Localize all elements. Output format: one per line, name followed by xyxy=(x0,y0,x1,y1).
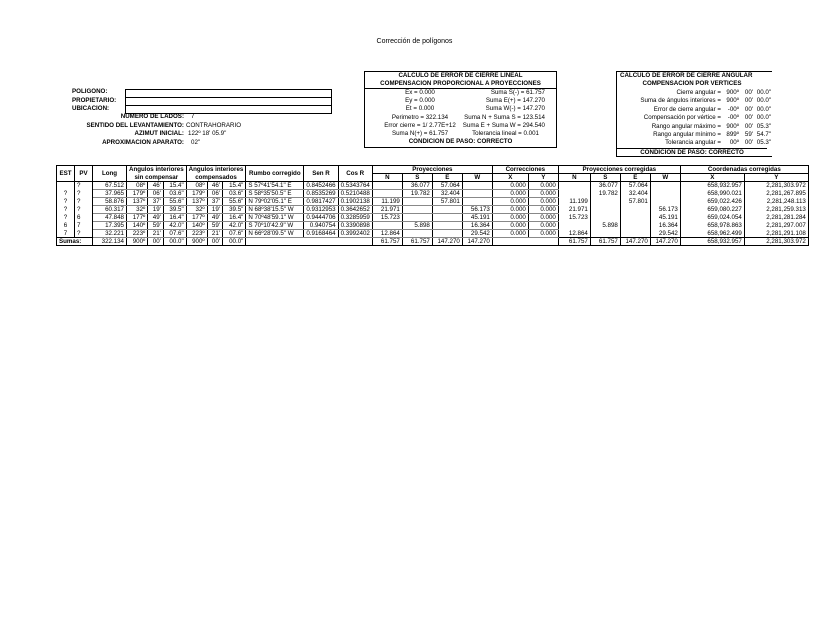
ubicacion-label: UBICACION: xyxy=(72,105,110,112)
cell-ang-min: 37' xyxy=(148,198,164,206)
cell-proy-w: 16.364 xyxy=(462,222,492,230)
cell-cos-r: 0.3285959 xyxy=(338,214,372,222)
cell-angc-sec: 03.6" xyxy=(222,190,245,198)
sum-y: 2,281,303.972 xyxy=(744,238,808,246)
angular-row-sec: 54.7" xyxy=(756,131,771,138)
cell-coord-x: 658,962.499 xyxy=(680,230,744,238)
angular-row-label: Suma de ángulos interiores = xyxy=(640,97,721,105)
cell-corr-x: 0.000 xyxy=(492,190,528,198)
angular-row-deg: 900º xyxy=(726,89,739,96)
cell-proyc-e xyxy=(620,230,650,238)
col-rumbo: Rumbo corregido xyxy=(246,166,304,182)
cell-sen-r: 0.8535269 xyxy=(304,190,338,198)
sum-empty xyxy=(492,238,558,246)
cell-proy-w xyxy=(462,190,492,198)
cell-angc-deg: 179º xyxy=(186,190,207,198)
aparato-label: APROXIMACION APARATO: xyxy=(102,139,184,146)
angular-row-min: 00' xyxy=(744,105,753,113)
cell-angc-sec: 55.6" xyxy=(222,198,245,206)
poligono-label: POLIGONO: xyxy=(72,88,108,95)
col-s: S xyxy=(402,174,432,182)
cell-proyc-n xyxy=(558,182,590,190)
sum-cs: 61.757 xyxy=(590,238,620,246)
cell-coord-y: 2,281,281.284 xyxy=(744,214,808,222)
page-title: Corrección de polígonos xyxy=(376,38,453,45)
col-cw: W xyxy=(650,174,680,182)
angular-row-sec: 00.0" xyxy=(756,89,771,96)
lados-label: NUMERO DE LADOS: xyxy=(120,113,184,120)
cell-ang-min: 49' xyxy=(148,214,164,222)
cell-est: ? xyxy=(57,214,75,222)
angular-row-label: Cierre angular = xyxy=(676,89,721,96)
sum-ang-min: 00' xyxy=(148,238,164,246)
cell-coord-x: 658,932.957 xyxy=(680,182,744,190)
col-ang-sin-sub: sin compensar xyxy=(127,174,187,182)
col-y-corr: Y xyxy=(528,174,558,182)
cell-angc-min: 59' xyxy=(207,222,222,230)
sum-w: 147.270 xyxy=(462,238,492,246)
linear-error-cierre: Error cierre = 1/ 2.77E+12 xyxy=(384,122,456,129)
cell-proy-s xyxy=(402,230,432,238)
cell-sen-r: 0.940754 xyxy=(304,222,338,230)
cell-proyc-s: 36.077 xyxy=(590,182,620,190)
cell-proyc-s: 19.782 xyxy=(590,190,620,198)
cell-ang-min: 19' xyxy=(148,206,164,214)
cell-sen-r: 0.9312953 xyxy=(304,206,338,214)
cell-proy-e xyxy=(432,222,462,230)
angular-row-sec: 05.3" xyxy=(756,122,771,130)
col-proy-corregidas: Proyecciones corregidas xyxy=(558,166,680,174)
col-cn: N xyxy=(558,174,590,182)
cell-pv: ? xyxy=(75,230,93,238)
cell-proy-e: 32.404 xyxy=(432,190,462,198)
cell-corr-x: 0.000 xyxy=(492,222,528,230)
linear-condition: CONDICION DE PASO: CORRECTO xyxy=(408,138,513,145)
cell-rumbo: N 79º02'05.1" E xyxy=(246,198,304,206)
cell-ang-deg: 223º xyxy=(127,230,148,238)
cell-proyc-w xyxy=(650,198,680,206)
col-ang-comp: Angulos interiores xyxy=(186,166,246,174)
col-coordenadas: Coordenadas corregidas xyxy=(680,166,808,174)
cell-ang-min: 59' xyxy=(148,222,164,230)
cell-corr-x: 0.000 xyxy=(492,198,528,206)
cell-est: ? xyxy=(57,190,75,198)
col-proyecciones: Proyecciones xyxy=(372,166,492,174)
cell-corr-x: 0.000 xyxy=(492,206,528,214)
cell-proyc-s xyxy=(590,198,620,206)
cell-sen-r: 0.9444706 xyxy=(304,214,338,222)
cell-coord-y: 2,281,291.108 xyxy=(744,230,808,238)
sum-angc-deg: 900º xyxy=(186,238,207,246)
cell-angc-min: 37' xyxy=(207,198,222,206)
cell-proy-n: 12.864 xyxy=(372,230,402,238)
col-x-corr: X xyxy=(492,174,528,182)
cell-pv: ? xyxy=(75,206,93,214)
cell-proyc-w xyxy=(650,190,680,198)
cell-proyc-e xyxy=(620,206,650,214)
cell-angc-min: 46' xyxy=(207,182,222,190)
cell-angc-sec: 07.6" xyxy=(222,230,245,238)
angular-row-label: Tolerancia angular = xyxy=(665,139,721,147)
sentido-label: SENTIDO DEL LEVANTAMIENTO: xyxy=(86,122,184,129)
linear-subtitle: COMPENSACION PROPORCIONAL A PROYECCIONES xyxy=(365,80,556,89)
sum-n: 61.757 xyxy=(372,238,402,246)
col-x: X xyxy=(680,174,744,182)
cell-est: 6 xyxy=(57,222,75,230)
cell-proyc-e xyxy=(620,214,650,222)
sum-angc-min: 00' xyxy=(207,238,222,246)
azimut-label: AZIMUT INICIAL: xyxy=(134,130,184,137)
cell-coord-x: 659,024.054 xyxy=(680,214,744,222)
cell-corr-x: 0.000 xyxy=(492,214,528,222)
cell-est: ? xyxy=(57,206,75,214)
angular-row-min: 00' xyxy=(744,114,753,122)
cell-angc-sec: 42.0" xyxy=(222,222,245,230)
col-pv: PV xyxy=(75,166,93,182)
cell-proyc-n: 15.723 xyxy=(558,214,590,222)
angular-row-deg: 899º xyxy=(726,131,739,138)
col-ce: E xyxy=(620,174,650,182)
cell-proy-w xyxy=(462,182,492,190)
cell-ang-deg: 08º xyxy=(127,182,148,190)
cell-proy-s: 36.077 xyxy=(402,182,432,190)
cell-proy-w: 29.542 xyxy=(462,230,492,238)
cell-proyc-w xyxy=(650,182,680,190)
linear-title: CALCULO DE ERROR DE CIERRE LINEAL xyxy=(398,72,523,79)
linear-ex: Ex = 0.000 xyxy=(405,89,435,96)
cell-ang-deg: 137º xyxy=(127,198,148,206)
cell-proyc-w: 16.364 xyxy=(650,222,680,230)
angular-row-min: 00' xyxy=(744,89,753,96)
linear-suma-w: Suma W(-) = 147.270 xyxy=(485,105,545,112)
cell-sen-r: 0.9168464 xyxy=(304,230,338,238)
cell-proyc-w: 56.173 xyxy=(650,206,680,214)
cell-corr-y: 0.000 xyxy=(528,222,558,230)
cell-sen-r: 0.8452466 xyxy=(304,182,338,190)
cell-est: 7 xyxy=(57,230,75,238)
cell-rumbo: N 68º38'15.5" W xyxy=(246,206,304,214)
cell-ang-min: 46' xyxy=(148,182,164,190)
col-y: Y xyxy=(744,174,808,182)
cell-corr-y: 0.000 xyxy=(528,182,558,190)
col-cos: Cos R xyxy=(338,166,372,182)
table-row xyxy=(57,190,809,198)
cell-ang-sec: 55.6" xyxy=(163,198,186,206)
cell-proy-n xyxy=(372,190,402,198)
cell-coord-x: 658,990.021 xyxy=(680,190,744,198)
cell-est: ? xyxy=(57,198,75,206)
cell-proyc-s xyxy=(590,214,620,222)
cell-proy-s: 5.898 xyxy=(402,222,432,230)
cell-angc-min: 49' xyxy=(207,214,222,222)
col-est: EST xyxy=(57,166,75,182)
cell-ang-deg: 177º xyxy=(127,214,148,222)
cell-coord-y: 2,281,248.113 xyxy=(744,198,808,206)
sum-long: 322.134 xyxy=(93,238,127,246)
cell-proy-e: 57.064 xyxy=(432,182,462,190)
cell-rumbo: S 58º35'50.5" E xyxy=(246,190,304,198)
table-row xyxy=(57,222,809,230)
cell-ang-sec: 15.4" xyxy=(163,182,186,190)
cell-proyc-e: 57.064 xyxy=(620,182,650,190)
cell-ang-sec: 39.5" xyxy=(163,206,186,214)
cell-ang-min: 21' xyxy=(148,230,164,238)
linear-suma-e: Suma E(+) = 147.270 xyxy=(485,97,545,104)
cell-angc-deg: 140º xyxy=(186,222,207,230)
sum-angc-sec: 00.0" xyxy=(222,238,245,246)
cell-ang-min: 06' xyxy=(148,190,164,198)
cell-proyc-s: 5.898 xyxy=(590,222,620,230)
cell-coord-y: 2,281,303.972 xyxy=(744,182,808,190)
cell-proy-s xyxy=(402,206,432,214)
cell-rumbo: S 70º10'42.9" W xyxy=(246,222,304,230)
col-ang-sin: Angulos interiores xyxy=(127,166,187,174)
angular-row-deg: -00º xyxy=(727,114,739,122)
cell-ang-sec: 16.4" xyxy=(163,214,186,222)
col-n: N xyxy=(372,174,402,182)
sum-ang-deg: 900º xyxy=(127,238,148,246)
cell-proyc-n: 12.864 xyxy=(558,230,590,238)
cell-ang-deg: 179º xyxy=(127,190,148,198)
cell-proyc-e: 32.404 xyxy=(620,190,650,198)
cell-proy-e xyxy=(432,230,462,238)
angular-row-deg: 900º xyxy=(726,122,739,130)
cell-est xyxy=(57,182,75,190)
cell-corr-y: 0.000 xyxy=(528,214,558,222)
angular-row-label: Error de cierre angular = xyxy=(653,105,721,113)
cell-pv: 7 xyxy=(75,222,93,230)
survey-table xyxy=(56,165,809,246)
cell-pv: ? xyxy=(75,182,93,190)
cell-long: 37.965 xyxy=(93,190,127,198)
cell-coord-y: 2,281,259.313 xyxy=(744,206,808,214)
cell-long: 32.221 xyxy=(93,230,127,238)
cell-proyc-e xyxy=(620,222,650,230)
cell-cos-r: 0.1902138 xyxy=(338,198,372,206)
sum-empty xyxy=(246,238,373,246)
cell-cos-r: 0.5210488 xyxy=(338,190,372,198)
cell-proy-n: 21.971 xyxy=(372,206,402,214)
cell-ang-sec: 07.6" xyxy=(163,230,186,238)
cell-proy-e: 57.801 xyxy=(432,198,462,206)
cell-cos-r: 0.3390898 xyxy=(338,222,372,230)
angular-row-deg: 00º xyxy=(729,139,739,147)
angular-row-label: Compensación por vértice = xyxy=(643,114,721,122)
table-row xyxy=(57,182,809,190)
cell-corr-y: 0.000 xyxy=(528,206,558,214)
azimut-value: 122º 18' 05.9" xyxy=(188,130,227,137)
angular-row-min: 59' xyxy=(744,131,753,138)
cell-corr-y: 0.000 xyxy=(528,190,558,198)
angular-subtitle: COMPENSACION POR VERTICES xyxy=(642,80,742,87)
table-row xyxy=(57,230,809,238)
table-row xyxy=(57,198,809,206)
linear-perimetro: Perimetro = 322.134 xyxy=(391,114,449,121)
col-sen: Sen R xyxy=(304,166,338,182)
cell-pv: ? xyxy=(75,190,93,198)
cell-proy-s: 19.782 xyxy=(402,190,432,198)
cell-rumbo: N 66º28'09.5" W xyxy=(246,230,304,238)
cell-proyc-n: 11.199 xyxy=(558,198,590,206)
angular-row-sec: 00.0" xyxy=(756,97,771,105)
sum-label: Sumas: xyxy=(57,238,93,246)
cell-angc-min: 06' xyxy=(207,190,222,198)
cell-sen-r: 0.9817427 xyxy=(304,198,338,206)
table-row xyxy=(57,206,809,214)
cell-angc-min: 21' xyxy=(207,230,222,238)
cell-proy-s xyxy=(402,198,432,206)
angular-row-label: Rango angular mínimo = xyxy=(653,131,721,138)
cell-ang-sec: 42.0" xyxy=(163,222,186,230)
angular-row-sec: 00.0" xyxy=(756,105,771,113)
cell-proyc-e: 57.801 xyxy=(620,198,650,206)
cell-long: 60.317 xyxy=(93,206,127,214)
cell-coord-x: 659,080.227 xyxy=(680,206,744,214)
cell-coord-y: 2,281,267.895 xyxy=(744,190,808,198)
cell-rumbo: S 57º41'54.1" E xyxy=(246,182,304,190)
cell-ang-deg: 140º xyxy=(127,222,148,230)
cell-proyc-s xyxy=(590,230,620,238)
cell-proy-w: 45.191 xyxy=(462,214,492,222)
lados-value: 7 xyxy=(191,113,195,120)
angular-row-min: 00' xyxy=(744,97,753,105)
sum-ang-sec: 00.0" xyxy=(163,238,186,246)
cell-coord-x: 659,022.426 xyxy=(680,198,744,206)
cell-long: 67.512 xyxy=(93,182,127,190)
aparato-value: 02" xyxy=(191,139,201,146)
cell-proyc-s xyxy=(590,206,620,214)
cell-angc-deg: 223º xyxy=(186,230,207,238)
cell-pv: ? xyxy=(75,198,93,206)
cell-coord-y: 2,281,297.007 xyxy=(744,222,808,230)
linear-suma-n: Suma N(+) = 61.757 xyxy=(391,130,449,137)
cell-corr-x: 0.000 xyxy=(492,230,528,238)
cell-proyc-w: 45.191 xyxy=(650,214,680,222)
cell-proyc-n: 21.971 xyxy=(558,206,590,214)
cell-angc-deg: 08º xyxy=(186,182,207,190)
cell-proy-n: 11.199 xyxy=(372,198,402,206)
cell-cos-r: 0.3642652 xyxy=(338,206,372,214)
col-correcciones: Correcciones xyxy=(492,166,558,174)
sum-s: 61.757 xyxy=(402,238,432,246)
cell-angc-deg: 137º xyxy=(186,198,207,206)
col-cs: S xyxy=(590,174,620,182)
cell-proy-e xyxy=(432,214,462,222)
cell-proy-w: 56.173 xyxy=(462,206,492,214)
angular-row-min: 00' xyxy=(744,139,753,147)
angular-row-label: Rango angular máximo = xyxy=(651,122,721,130)
angular-condition: CONDICION DE PASO: CORRECTO xyxy=(617,148,767,157)
cell-rumbo: N 70º48'59.1" W xyxy=(246,214,304,222)
angular-row-sec: 00.0" xyxy=(756,114,771,122)
angular-row-sec: 05.3" xyxy=(756,139,771,147)
col-e: E xyxy=(432,174,462,182)
cell-corr-y: 0.000 xyxy=(528,230,558,238)
cell-long: 17.395 xyxy=(93,222,127,230)
cell-proy-n xyxy=(372,182,402,190)
angular-row-deg: 900º xyxy=(726,97,739,105)
linear-suma-ew: Suma E + Suma W = 294.540 xyxy=(462,122,545,129)
col-ang-comp-sub: compensados xyxy=(186,174,246,182)
cell-ang-sec: 03.6" xyxy=(163,190,186,198)
sum-e: 147.270 xyxy=(432,238,462,246)
cell-coord-x: 658,978.863 xyxy=(680,222,744,230)
table-row xyxy=(57,214,809,222)
cell-angc-deg: 177º xyxy=(186,214,207,222)
cell-proyc-n xyxy=(558,190,590,198)
propietario-label: PROPIETARIO: xyxy=(72,97,117,104)
angular-row-min: 00' xyxy=(744,122,753,130)
cell-angc-deg: 32º xyxy=(186,206,207,214)
cell-angc-sec: 15.4" xyxy=(222,182,245,190)
col-long: Long xyxy=(93,166,127,182)
cell-proy-n xyxy=(372,222,402,230)
sum-cw: 147.270 xyxy=(650,238,680,246)
cell-cos-r: 0.5343764 xyxy=(338,182,372,190)
linear-suma-s: Suma S(-) = 61.757 xyxy=(490,89,545,96)
cell-proy-e xyxy=(432,206,462,214)
angular-title: CALCULO DE ERROR DE CIERRE ANGULAR xyxy=(620,72,753,79)
cell-cos-r: 0.3992402 xyxy=(338,230,372,238)
cell-long: 47.848 xyxy=(93,214,127,222)
linear-et: Et = 0.000 xyxy=(405,105,435,112)
sum-ce: 147.270 xyxy=(620,238,650,246)
cell-angc-min: 19' xyxy=(207,206,222,214)
angular-row-deg: -00º xyxy=(727,105,739,113)
sum-cn: 61.757 xyxy=(558,238,590,246)
cell-proyc-w: 29.542 xyxy=(650,230,680,238)
linear-tolerancia: Tolerancia lineal = 0.001 xyxy=(472,130,539,137)
linear-suma-ns: Suma N + Suma S = 123.514 xyxy=(464,114,545,121)
sentido-value: CONTRAHORARIO xyxy=(186,122,242,129)
cell-ang-deg: 32º xyxy=(127,206,148,214)
cell-corr-x: 0.000 xyxy=(492,182,528,190)
linear-ey: Ey = 0.000 xyxy=(405,97,435,104)
angular-closure-box xyxy=(616,71,772,157)
cell-long: 58.876 xyxy=(93,198,127,206)
linear-closure-box xyxy=(364,71,557,148)
cell-angc-sec: 39.5" xyxy=(222,206,245,214)
cell-pv: 6 xyxy=(75,214,93,222)
cell-angc-sec: 16.4" xyxy=(222,214,245,222)
sums-row xyxy=(57,238,809,246)
col-w: W xyxy=(462,174,492,182)
sum-x: 658,932.957 xyxy=(680,238,744,246)
cell-proyc-n xyxy=(558,222,590,230)
cell-proy-s xyxy=(402,214,432,222)
cell-corr-y: 0.000 xyxy=(528,198,558,206)
cell-proy-w xyxy=(462,198,492,206)
cell-proy-n: 15.723 xyxy=(372,214,402,222)
